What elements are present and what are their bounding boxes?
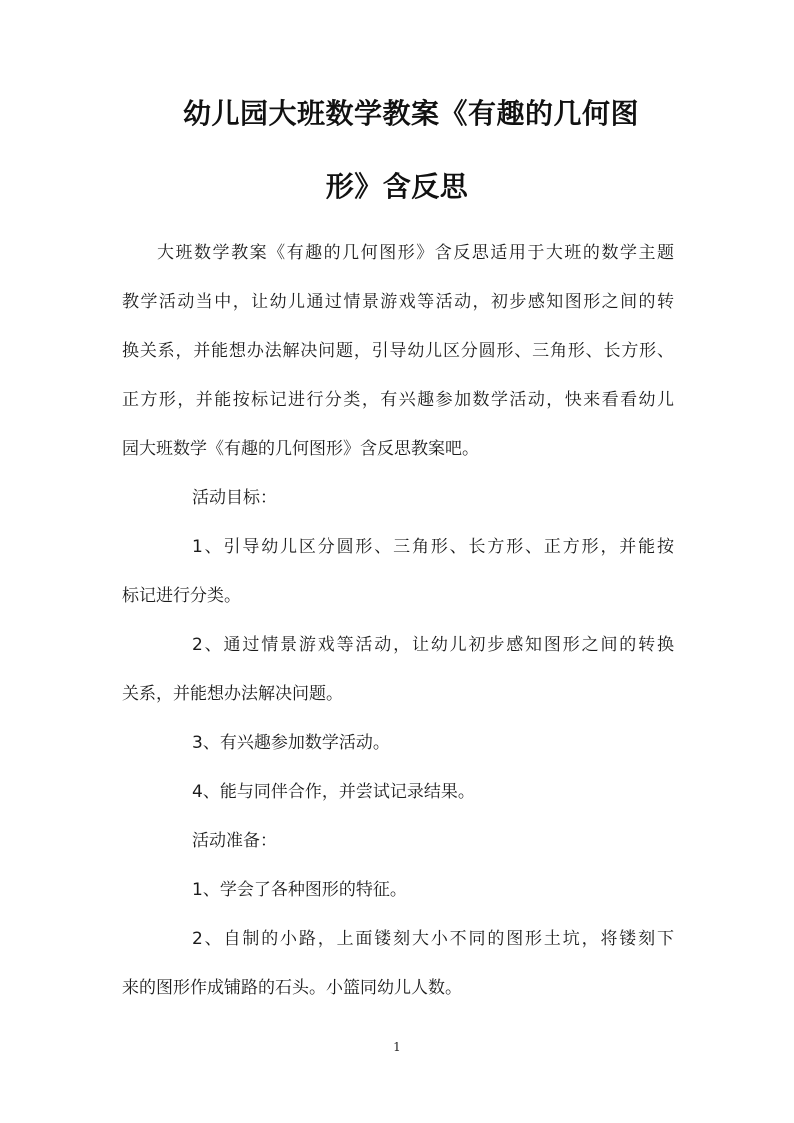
- prep-item-1: 1、学会了各种图形的特征。: [192, 880, 407, 900]
- goal-item-4: 4、能与同伴合作，并尝试记录结果。: [192, 782, 475, 802]
- goals-heading: 活动目标：: [192, 488, 277, 508]
- page-number: 1: [393, 1040, 401, 1054]
- goal-item-3: 3、有兴趣参加数学活动。: [192, 733, 390, 753]
- intro-line-5: 园大班数学《有趣的几何图形》含反思教案吧。: [122, 439, 479, 459]
- document-title-line-2: 形》含反思: [325, 170, 469, 203]
- intro-line-4: 正方形，并能按标记进行分类，有兴趣参加数学活动，快来看看幼儿: [122, 390, 674, 410]
- document-title-line-1: 幼儿园大班数学教案《有趣的几何图: [182, 97, 639, 130]
- goal-item-2-continued: 关系，并能想办法解决问题。: [122, 684, 343, 704]
- prep-heading: 活动准备：: [192, 831, 277, 851]
- prep-item-2-continued: 来的图形作成铺路的石头。小篮同幼儿人数。: [122, 978, 462, 998]
- prep-item-2: 2、自制的小路，上面镂刻大小不同的图形土坑，将镂刻下: [192, 929, 674, 949]
- intro-line-1: 大班数学教案《有趣的几何图形》含反思适用于大班的数学主题: [157, 243, 674, 263]
- goal-item-2: 2、通过情景游戏等活动，让幼儿初步感知图形之间的转换: [192, 635, 674, 655]
- goal-item-1: 1、引导幼儿区分圆形、三角形、长方形、正方形，并能按: [192, 537, 674, 557]
- goal-item-1-continued: 标记进行分类。: [122, 586, 241, 606]
- intro-line-3: 换关系，并能想办法解决问题，引导幼儿区分圆形、三角形、长方形、: [122, 341, 674, 361]
- intro-line-2: 教学活动当中，让幼儿通过情景游戏等活动，初步感知图形之间的转: [122, 292, 674, 312]
